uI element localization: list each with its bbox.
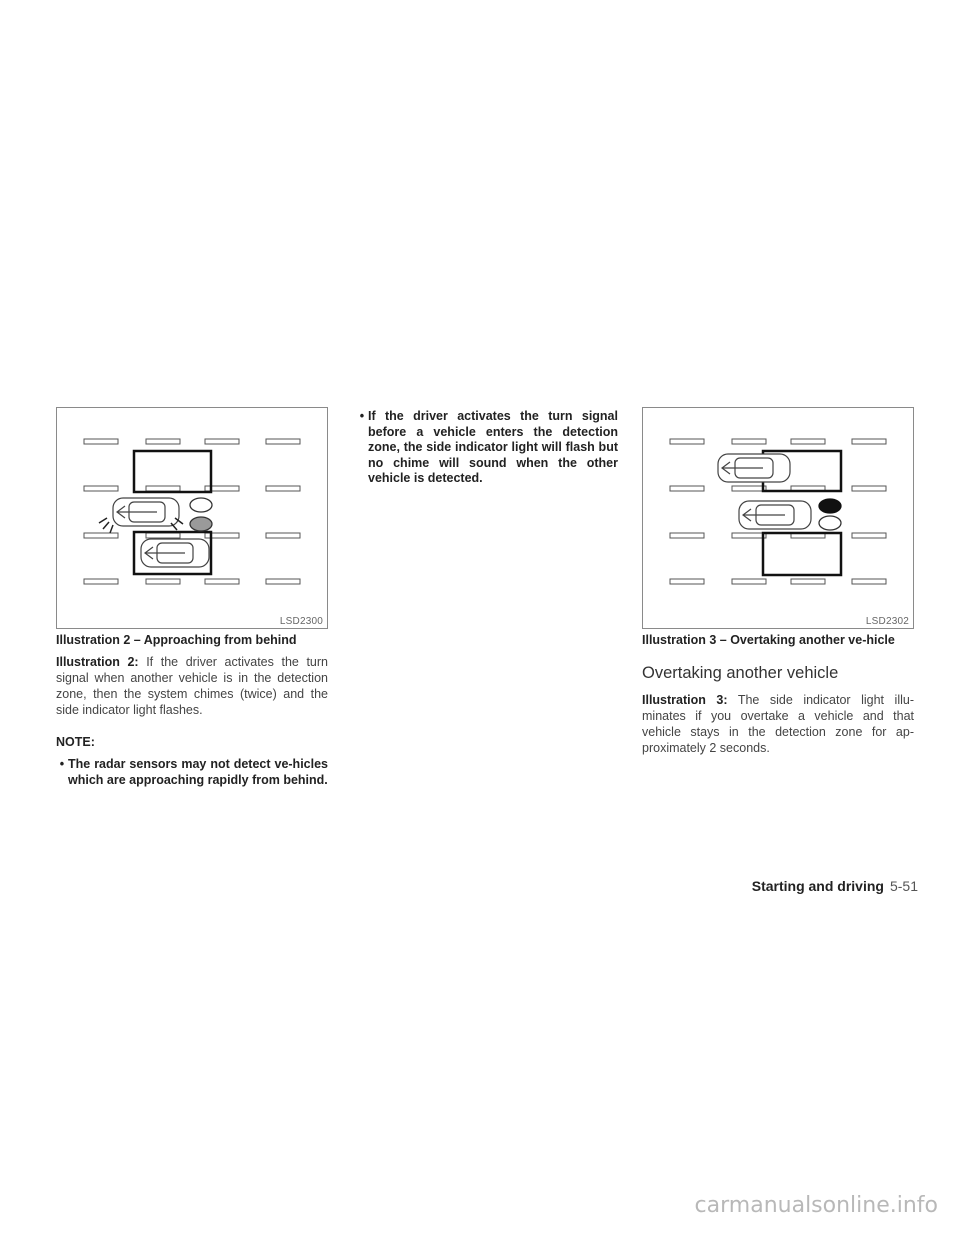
paragraph-lead: Illustration 3: (642, 693, 728, 707)
bullet-text: If the driver activates the turn signal before a vehicle enters the detection zone, the side indicator light will flash but no chime will sound when the other vehicle is detected. (368, 409, 618, 485)
column-middle (356, 409, 618, 487)
bullet-icon: • (59, 757, 65, 771)
indicator-light-on (819, 499, 841, 513)
note-title: NOTE: (56, 735, 95, 749)
column-right (642, 633, 914, 756)
figure-code: LSD2302 (865, 616, 909, 627)
note-bullet (356, 409, 618, 487)
section-heading: Overtaking another vehicle (642, 664, 839, 682)
indicator-light-off (190, 498, 212, 512)
body-paragraph (56, 654, 328, 718)
paragraph-text: If the driver activates the turn signal when another vehicle is in the detection zone, then the system chimes (twice) and the side indicator light flashes. (56, 655, 328, 717)
own-vehicle (739, 501, 811, 529)
vehicle-in-detection-zone (141, 539, 209, 567)
paragraph-text: The side indicator light illu-minates if you overtake a vehicle and that vehicle stays in the detection zone for ap-proximately 2 seconds. (642, 693, 914, 755)
figure-caption: Illustration 2 – Approaching from behind (56, 633, 297, 647)
indicator-light-off (819, 516, 841, 530)
bullet-text: The radar sensors may not detect ve-hicles which are approaching rapidly from behind. (68, 757, 328, 787)
column-left (56, 633, 328, 788)
approaching-vehicle (113, 498, 179, 526)
figure-code: LSD2300 (279, 616, 323, 627)
figure-illustration-3 (642, 407, 914, 629)
note-bullet (56, 757, 328, 788)
page-footer (752, 878, 918, 894)
indicator-light-on (190, 517, 212, 531)
illustration-3-diagram (643, 408, 915, 630)
figure-illustration-2 (56, 407, 328, 629)
detection-zone-lower (763, 533, 841, 575)
section-title: Starting and driving (751, 878, 884, 894)
illustration-2-diagram (57, 408, 329, 630)
page-number: 5-51 (889, 878, 918, 894)
bullet-icon: • (359, 409, 365, 423)
body-paragraph (642, 692, 914, 756)
paragraph-lead: Illustration 2: (56, 655, 139, 669)
watermark: carmanualsonline.info (694, 1193, 938, 1218)
overtaken-vehicle (718, 454, 790, 482)
figure-caption: Illustration 3 – Overtaking another ve-hicle (642, 633, 895, 647)
